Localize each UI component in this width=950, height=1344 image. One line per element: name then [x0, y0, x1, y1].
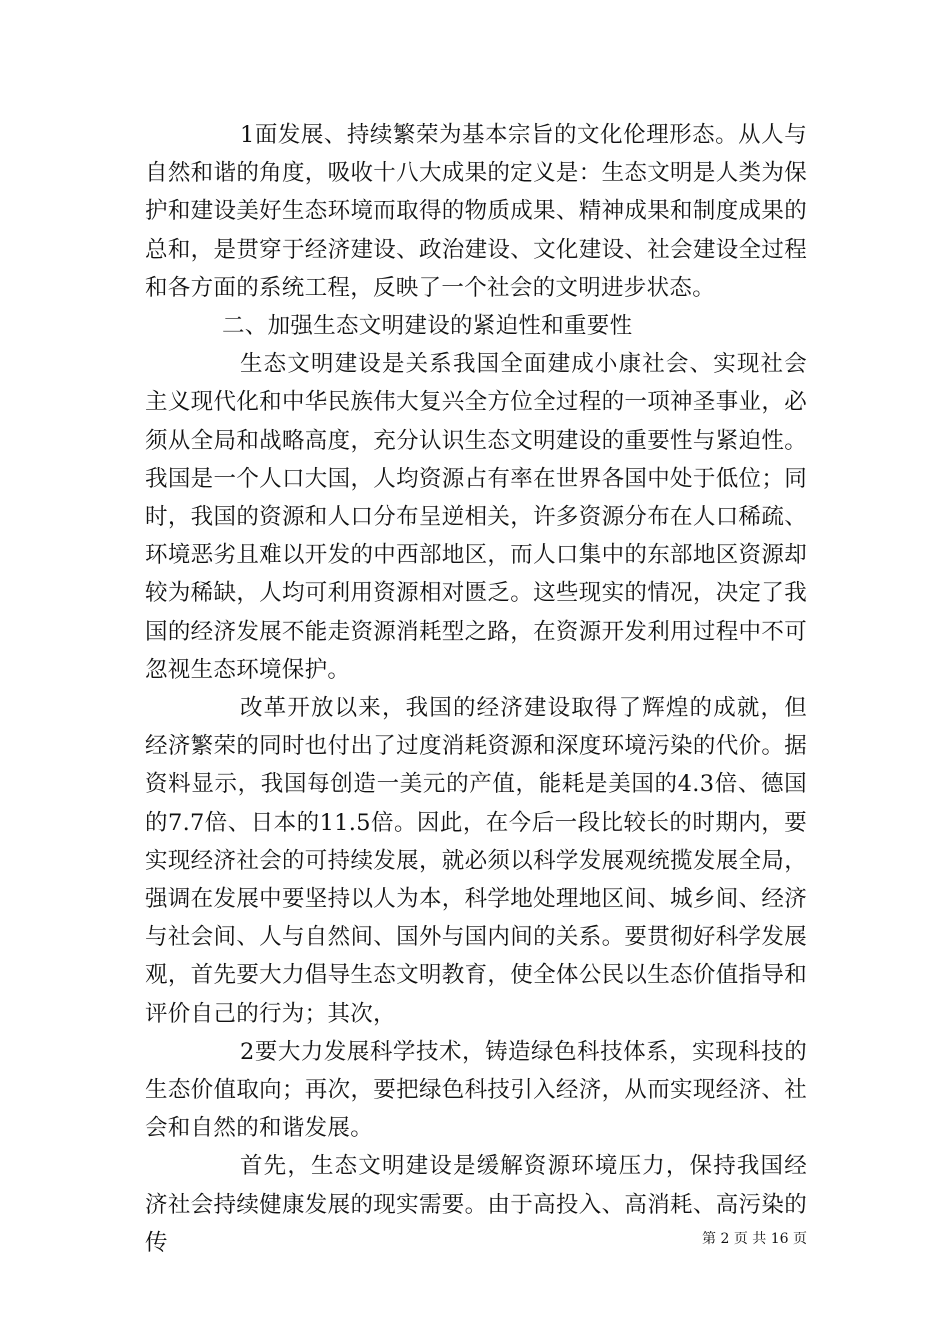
paragraph-technology: 2要大力发展科学技术，铸造绿色科技体系，实现科技的生态价值取向；再次，要把绿色科技引入经济，从而实现经济、社会和自然的和谐发展。 — [145, 1038, 807, 1142]
paragraph-first: 首先，生态文明建设是缓解资源环境压力，保持我国经济社会持续健康发展的现实需要。由于高投入、高消耗、高污染的传 — [145, 1153, 807, 1256]
paragraph-importance: 生态文明建设是关系我国全面建成小康社会、实现社会主义现代化和中华民族伟大复兴全方位全过程的一项神圣事业，必须从全局和战略高度，充分认识生态文明建设的重要性与紧迫性。我国是一个人口大国，人均资源占有率在世界各国中处于低位；同时，我国的资源和人口分布呈逆相关，许多资源分布在人口稀疏、环境恶劣且难以开发的中西部地区，而人口集中的东部地区资源却较为稀缺，人均可利用资源相对匮乏。这些现实的情况，决定了我国的经济发展不能走资源消耗型之路，在资源开发利用过程中不可忽视生态环境保护。 — [145, 351, 807, 683]
section-heading: 二、加强生态文明建设的紧迫性和重要性 — [222, 313, 633, 340]
paragraph-definition: 1面发展、持续繁荣为基本宗旨的文化伦理形态。从人与自然和谐的角度，吸收十八大成果的定义是：生态文明是人类为保护和建设美好生态环境而取得的物质成果、精神成果和制度成果的总和，是贯穿于经济建设、政治建设、文化建设、社会建设全过程和各方面的系统工程，反映了一个社会的文明进步状态。 — [145, 122, 807, 301]
page-number-footer: 第 2 页 共 16 页 — [702, 1231, 807, 1247]
paragraph-reform: 改革开放以来，我国的经济建设取得了辉煌的成就，但经济繁荣的同时也付出了过度消耗资源和深度环境污染的代价。据资料显示，我国每创造一美元的产值，能耗是美国的4.3倍、德国的7.7倍、日本的11.5倍。因此，在今后一段比较长的时期内，要实现经济社会的可持续发展，就必须以科学发展观统揽发展全局，强调在发展中要坚持以人为本，科学地处理地区间、城乡间、经济与社会间、人与自然间、国外与国内间的关系。要贯彻好科学发展观，首先要大力倡导生态文明教育，使全体公民以生态价值指导和评价自己的行为；其次， — [145, 695, 807, 1027]
body-text — [145, 116, 807, 1262]
